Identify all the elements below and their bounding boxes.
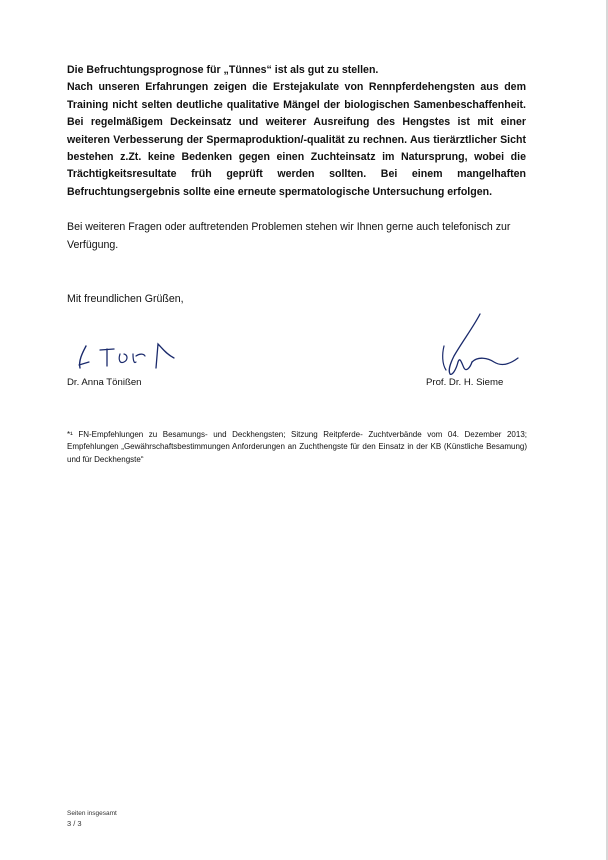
page-number: 3 / 3 xyxy=(67,819,82,828)
contact-paragraph: Bei weiteren Fragen oder auftretenden Problemen stehen wir Ihnen gerne auch telefonisch zur Verfügung. xyxy=(67,221,511,251)
page-total-label: Seiten insgesamt xyxy=(67,810,117,817)
signature-right xyxy=(432,312,524,386)
closing-salutation: Mit freundlichen Grüßen, xyxy=(67,293,184,305)
fertility-prognosis-line: Die Befruchtungsprognose für „Tünnes“ ist als gut zu stellen. xyxy=(67,64,379,76)
assessment-paragraph: Nach unseren Erfahrungen zeigen die Erstejakulate von Rennpferdehengsten aus dem Training nicht selten deutliche qualitative Mängel der biologischen Samenbeschaffenheit. Bei regelmäßigem Deckeinsatz und weiterer Ausreifung des Hengstes ist mit einer weiteren Verbesserung der Spermaproduktion/-qualität zu rechnen. Aus tierärztlicher Sicht bestehen z.Zt. keine Bedenken gegen einen Zuchteinsatz im Natursprung, wobei die Trächtigkeitsresultate früh geprüft werden sollten. Bei einem mangelhaften Befruchtungsergebnis sollte eine erneute spermatologische Untersuchung erfolgen. xyxy=(67,81,526,198)
signatory-left-name: Dr. Anna Tönißen xyxy=(67,377,142,388)
signature-left xyxy=(70,338,185,380)
signatory-right-name: Prof. Dr. H. Sieme xyxy=(426,377,504,388)
footnote: *¹ FN-Empfehlungen zu Besamungs- und Deckhengsten; Sitzung Reitpferde- Zuchtverbände vom 04. Dezember 2013; Empfehlungen „Gewährschaftsbestimmungen Anforderungen an Zuchthengste für den Einsatz in der KB (Künstliche Besamung) und für Deckhengste“ xyxy=(67,430,527,464)
assessment-text xyxy=(67,62,526,201)
